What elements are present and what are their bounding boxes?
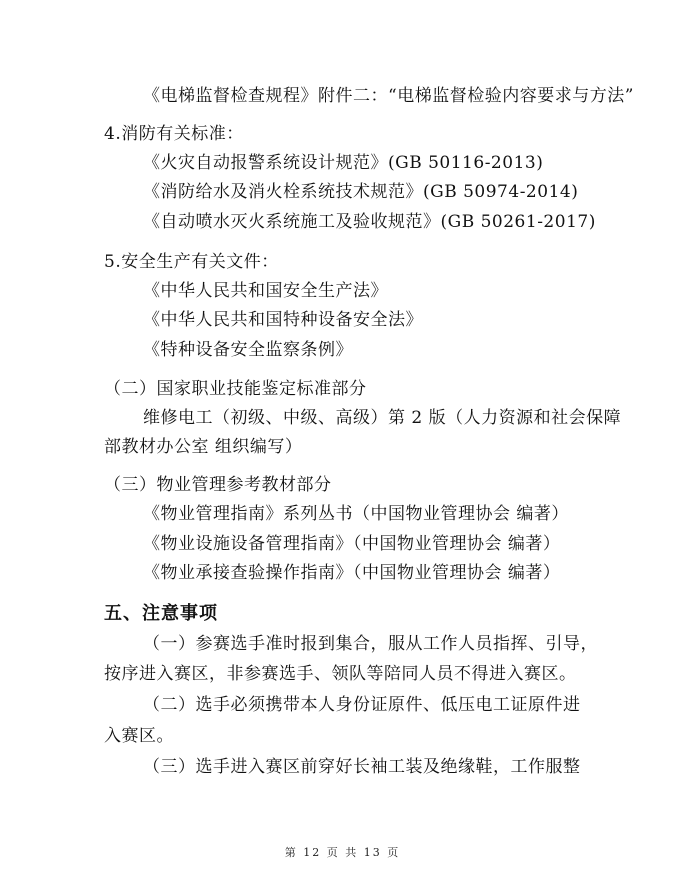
safety-document-item: 《中华人民共和国安全生产法》 [143, 281, 388, 301]
note-paragraph-2: 入赛区。 [104, 726, 174, 746]
fire-standard-item: 《火灾自动报警系统设计规范》(GB 50116-2013) [143, 153, 544, 173]
subsection-vocational-standards-title: （二）国家职业技能鉴定标准部分 [104, 379, 367, 399]
fire-standard-item: 《自动喷水灭火系统施工及验收规范》(GB 50261-2017) [143, 212, 596, 232]
subsection-property-textbooks-title: （三）物业管理参考教材部分 [104, 475, 332, 495]
note-paragraph-1: 按序进入赛区，非参赛选手、领队等陪同人员不得进入赛区。 [104, 664, 577, 684]
property-textbook-item: 《物业承接查验操作指南》（中国物业管理协会 编著） [143, 563, 561, 583]
section-notes-heading: 五、注意事项 [104, 603, 218, 624]
property-textbook-item: 《物业管理指南》系列丛书（中国物业管理协会 编著） [143, 504, 569, 524]
section-fire-standards-title: 4.消防有关标准： [104, 124, 244, 144]
note-paragraph-3: （三）选手进入赛区前穿好长袖工装及绝缘鞋，工作服整 [143, 757, 581, 777]
note-paragraph-2: （二）选手必须携带本人身份证原件、低压电工证原件进 [143, 695, 581, 715]
property-textbook-item: 《物业设施设备管理指南》（中国物业管理协会 编著） [143, 534, 561, 554]
appendix-reference-line: 《电梯监督检查规程》附件二：“电梯监督检验内容要求与方法” [143, 86, 634, 106]
section-safety-documents-title: 5.安全生产有关文件： [104, 252, 279, 272]
fire-standard-item: 《消防给水及消火栓系统技术规范》(GB 50974-2014) [143, 182, 579, 202]
note-paragraph-1: （一）参赛选手准时报到集合，服从工作人员指挥、引导， [143, 634, 598, 654]
safety-document-item: 《特种设备安全监察条例》 [143, 340, 353, 360]
vocational-standard-text: 维修电工（初级、中级、高级）第 2 版（人力资源和社会保障 [143, 408, 622, 428]
vocational-standard-text: 部教材办公室 组织编写） [104, 437, 303, 457]
page-footer: 第 12 页 共 13 页 [284, 846, 401, 859]
safety-document-item: 《中华人民共和国特种设备安全法》 [143, 310, 423, 330]
